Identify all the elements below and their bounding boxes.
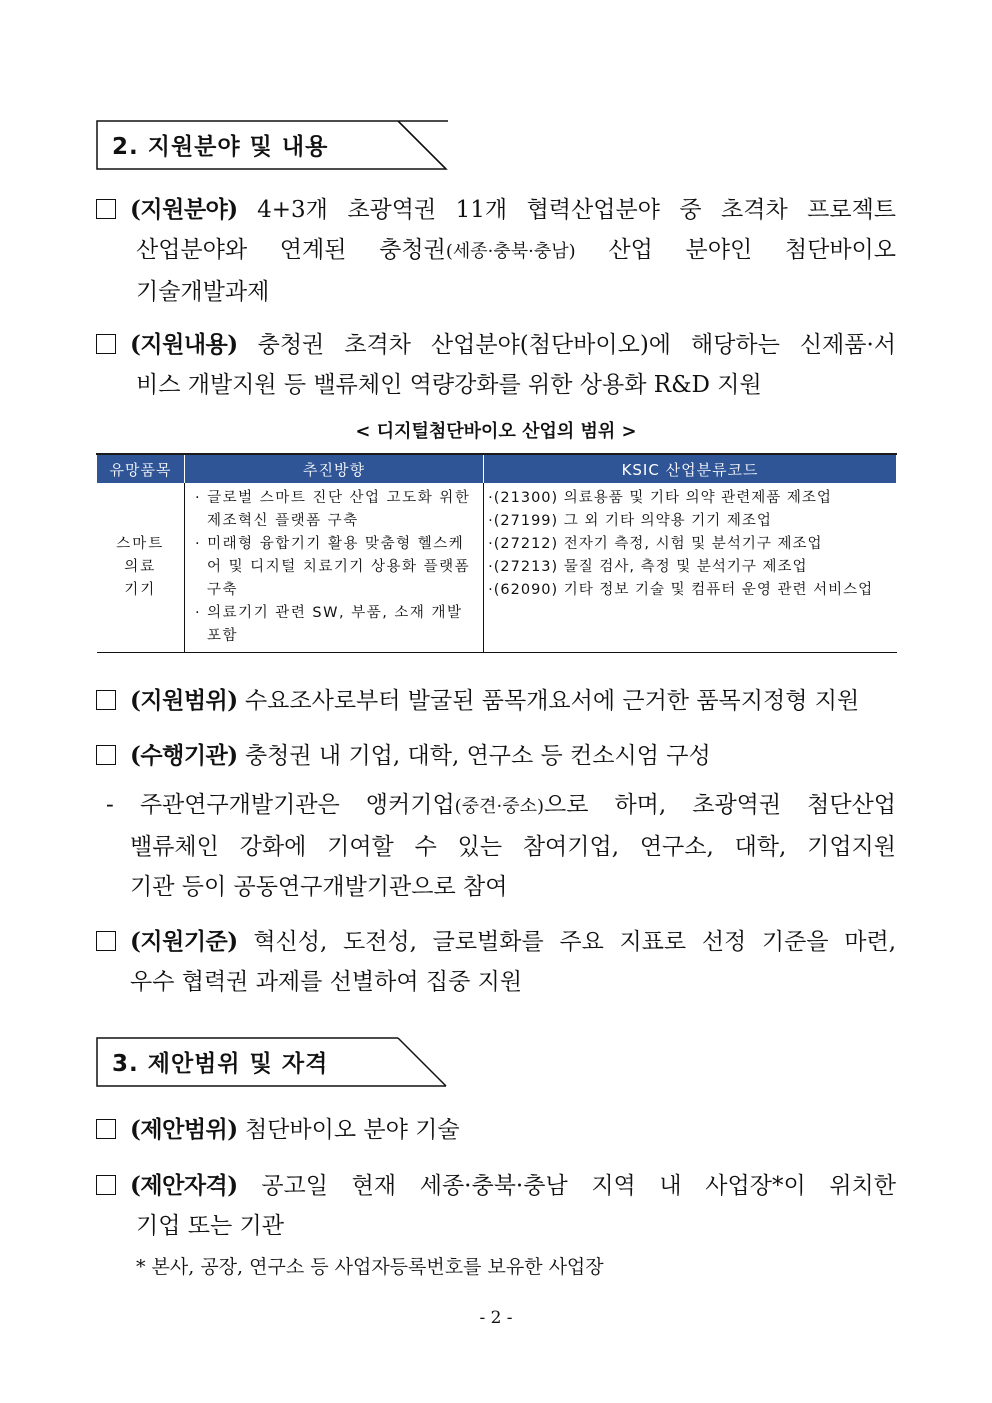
direction-line: · 의료기기 관련 SW, 부품, 소재 개발 포함 [194,605,463,644]
item-text: 기관 등이 공동연구개발기관으로 참여 [130,874,508,900]
support-criteria-item [96,922,896,1002]
direction-cell [184,483,483,653]
code-line: ·(27199) 그 외 기타 의약용 기기 제조업 [488,513,772,529]
item-lead: (제안범위) [130,1116,238,1143]
section-2-heading [96,120,446,170]
item-text: 공고일 현재 세종·충북·충남 지역 내 사업장*이 위치한 [261,1173,896,1199]
direction-line: · 미래형 융합기기 활용 맞춤형 헬스케어 및 디지털 치료기기 상용화 플랫폼 구축 [194,536,471,598]
performing-org-item [96,736,896,776]
item-lead: (지원기준) [130,928,238,955]
code-cell [484,483,897,653]
checkbox-icon [96,334,116,354]
item-lead: (지원범위) [130,687,238,714]
item-lead: (지원분야) [130,196,238,223]
proposal-eligibility-item [96,1166,896,1246]
item-text: 으로 하며, 초광역권 첨단산업 [544,792,896,818]
item-lead: (지원내용) [130,331,238,358]
header-cell: 유망품목 [97,454,185,483]
category-cell [97,483,185,653]
page-number: - 2 - [479,1308,513,1328]
category-line: 스마트 [116,536,165,552]
checkbox-icon [96,1175,116,1195]
table-caption: < 디지털첨단바이오 산업의 범위 > [355,421,637,442]
category-line: 의료 [124,559,157,575]
item-text: 첨단바이오 분야 기술 [244,1117,460,1143]
item-text: 주관연구개발기관은 앵커기업 [139,792,455,818]
item-text: 밸류체인 강화에 기여할 수 있는 참여기업, 연구소, 대학, 기업지원 [130,834,896,860]
section-3-heading [96,1037,446,1087]
proposal-scope-item [96,1110,896,1150]
dash-item [106,785,896,907]
item-text-small: (세종·충북·충남) [445,241,576,262]
item-text: 충청권 초격차 산업분야(첨단바이오)에 해당하는 신제품·서 [257,332,897,358]
dash-bullet: - [106,792,114,818]
code-line: ·(27212) 전자기 측정, 시험 및 분석기구 제조업 [488,536,823,552]
checkbox-icon [96,199,116,219]
scope-table [96,453,897,653]
item-text: 수요조사로부터 발굴된 품목개요서에 근거한 품목지정형 지원 [244,688,860,714]
item-lead: (제안자격) [130,1172,238,1199]
table-header-row [97,454,897,483]
support-field-item [96,190,896,312]
table-row [97,483,897,653]
item-text: 기업 또는 기관 [136,1213,284,1239]
support-content-item [96,325,896,405]
support-scope-item [96,681,896,721]
item-text: 4+3개 초광역권 11개 협력산업분야 중 초격차 프로젝트 [257,197,897,223]
item-text: 충청권 내 기업, 대학, 연구소 등 컨소시엄 구성 [244,743,711,769]
section-2-title: 2. 지원분야 및 내용 [112,134,329,160]
checkbox-icon [96,690,116,710]
item-text: 비스 개발지원 등 밸류체인 역량강화를 위한 상용화 R&D 지원 [136,372,762,398]
item-text: 산업 분야인 첨단바이오 [575,237,896,263]
header-cell: 추진방향 [184,454,483,483]
item-text-small: (중견·중소) [454,796,544,817]
item-text: 기술개발과제 [136,279,270,305]
item-text: 산업분야와 연계된 충청권 [136,237,446,263]
code-line: ·(62090) 기타 정보 기술 및 컴퓨터 운영 관련 서비스업 [488,582,874,598]
header-cell: KSIC 산업분류코드 [484,454,897,483]
category-line: 기기 [124,582,157,598]
item-text: 혁신성, 도전성, 글로벌화를 주요 지표로 선정 기준을 마련, [253,929,897,955]
section-3-title: 3. 제안범위 및 자격 [112,1051,329,1077]
code-line: ·(21300) 의료용품 및 기타 의약 관련제품 제조업 [488,490,832,506]
item-lead: (수행기관) [130,742,238,769]
code-line: ·(27213) 물질 검사, 측정 및 분석기구 제조업 [488,559,808,575]
footnote: * 본사, 공장, 연구소 등 사업자등록번호를 보유한 사업장 [136,1256,604,1278]
checkbox-icon [96,931,116,951]
item-text: 우수 협력권 과제를 선별하여 집중 지원 [130,969,523,995]
checkbox-icon [96,745,116,765]
checkbox-icon [96,1119,116,1139]
direction-line: · 글로벌 스마트 진단 산업 고도화 위한 제조혁신 플랫폼 구축 [194,490,471,529]
